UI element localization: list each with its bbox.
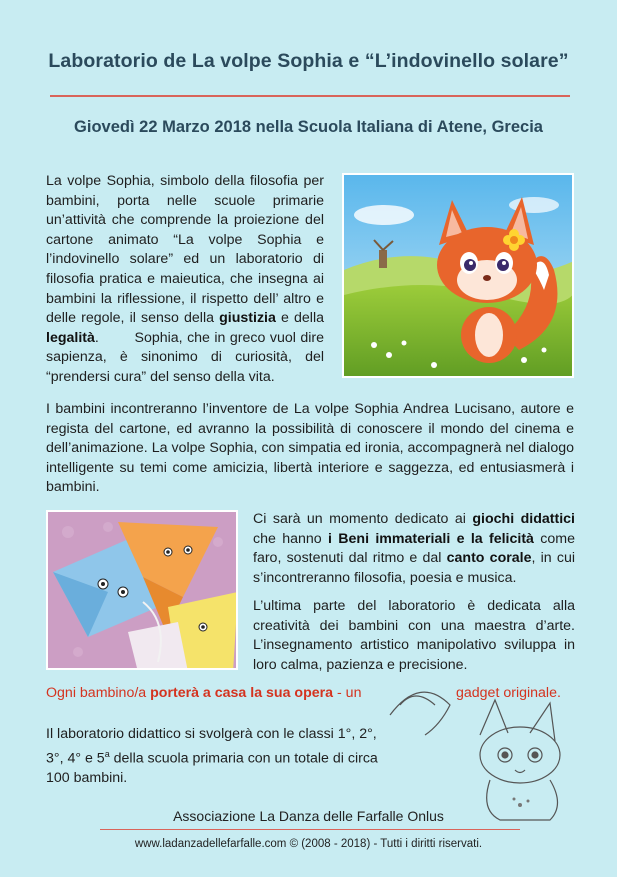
art-paragraph: L’ultima parte del laboratorio è dedicata alla creatività dei bambini con una maestra d’arte. L’insegnamento artistico manipolativo sviluppa in loro calma, pazienza e precisione. [253, 598, 575, 673]
event-subtitle: Giovedì 22 Marzo 2018 nella Scuola Italiana di Atene, Grecia [74, 118, 543, 136]
intro-paragraph: La volpe Sophia, simbolo della filosofia per bambini, porta nelle scuole primarie un’attività che comprende la proiezione del cartone animato “La volpe Sophia e l’indovinello solare” ed un laboratorio di filosofia pratica e maieutica, che insegna ai bambini la riflessione, il rispetto dell’ altro e delle regole, il senso della giustizia e della legalità. Sophia, che in greco vuol dire sapienza, è sinonimo di curiosità, del “prendersi cura” del senso della vita. [46, 173, 328, 385]
gadget-note: Ogni bambino/a porterà a casa la sua opera - un gadget originale. [46, 685, 561, 701]
classes-paragraph: Il laboratorio didattico si svolgerà con le classi 1°, 2°, 3°, 4° e 5$^a$ della scuola primaria con un totale di circa 100 bambini. [46, 726, 378, 786]
fox-cartoon-image [342, 173, 574, 378]
games-paragraph: Ci sarà un momento dedicato ai giochi didattici che hanno i Beni immateriali e la felicità come faro, sostenuti dal ritmo e dal canto corale, in cui s’incontreranno filosofia, poesia e musica. [253, 511, 575, 586]
footer-copyright: www.ladanzadellefarfalle.com © (2008 - 2018) - Tutti i diritti riservati. [134, 838, 483, 850]
title-divider [50, 95, 570, 97]
origami-foxes-image [46, 510, 238, 670]
footer-divider [100, 829, 520, 830]
inventor-paragraph: I bambini incontreranno l’inventore de La volpe Sophia Andrea Lucisano, autore e regista del cartone, ed avranno la possibilità di conoscere il mondo del cinema e dell’animazione. La volpe Sophia, con simpatia ed ironia, accompagnerà nel dialogo intelligente su temi come amicizia, libertà interiore e saggezza, ed entusiasmerà i bambini. [46, 401, 574, 496]
page-title: Laboratorio de La volpe Sophia e “L’indovinello solare” [48, 50, 569, 72]
association-name: Associazione La Danza delle Farfalle Onlus [173, 808, 444, 824]
